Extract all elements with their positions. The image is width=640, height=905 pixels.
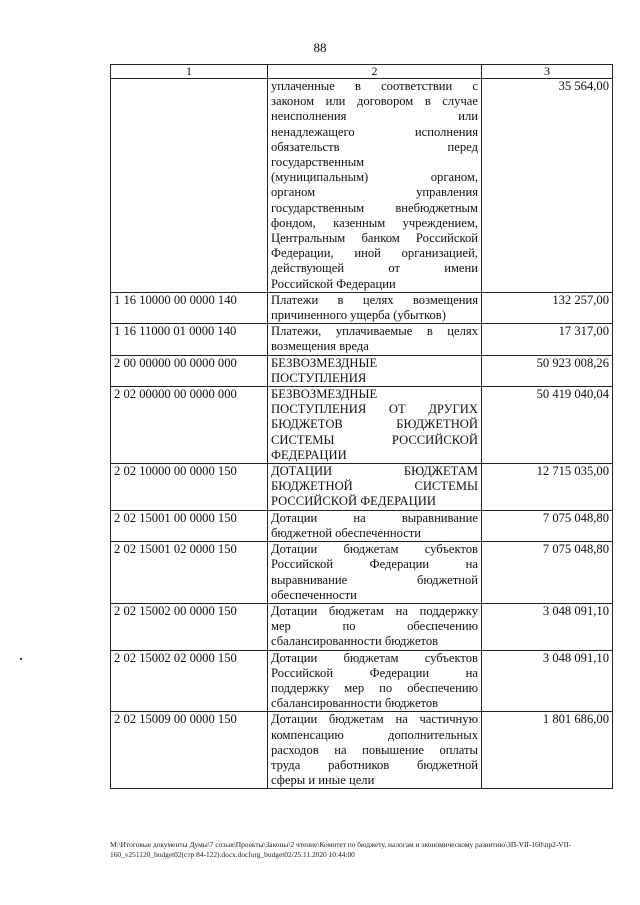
description-cell — [268, 79, 482, 293]
table-body — [111, 79, 613, 789]
description-line: Российской Федерации на — [271, 665, 478, 680]
column-header: 1 — [111, 65, 268, 79]
description-line: Российской Федерации на — [271, 557, 478, 572]
amount-cell: 35 564,00 — [482, 79, 613, 293]
file-path-line: 160_v251120_budget02(стр 84-122).docx.docforg_budget02/25.11.2020 10:44:00 — [110, 849, 355, 859]
table-header-row — [111, 65, 613, 79]
description-line: Дотации бюджетам субъектов — [271, 542, 478, 557]
budget-code-cell: 2 02 15009 00 0000 150 — [111, 712, 268, 789]
table-row — [111, 650, 613, 712]
description-line: труда работников бюджетной — [271, 757, 478, 772]
description-line: Федерации, иной организацией, — [271, 246, 478, 261]
amount-cell: 1 801 686,00 — [482, 712, 613, 789]
amount-cell: 7 075 048,80 — [482, 542, 613, 604]
description-cell — [268, 712, 482, 789]
margin-mark — [20, 658, 22, 660]
description-line: Дотации бюджетам субъектов — [271, 650, 478, 665]
description-line: БЮДЖЕТНОЙ СИСТЕМЫ — [271, 479, 478, 494]
description-line: (муниципальным) органом, — [271, 170, 478, 185]
description-line: Центральным банком Российской — [271, 231, 478, 246]
description-line: ненадлежащего исполнения — [271, 124, 478, 139]
amount-cell: 50 923 008,26 — [482, 355, 613, 386]
table-row — [111, 355, 613, 386]
budget-code-cell: 1 16 11000 01 0000 140 — [111, 324, 268, 355]
budget-code-cell: 2 02 15002 00 0000 150 — [111, 603, 268, 650]
description-cell — [268, 324, 482, 355]
description-line: Платежи в целях возмещения — [271, 292, 478, 307]
table-row — [111, 387, 613, 464]
description-cell — [268, 387, 482, 464]
file-path-footer — [110, 840, 615, 859]
amount-cell: 3 048 091,10 — [482, 650, 613, 712]
budget-table — [110, 64, 613, 789]
description-line: Дотации бюджетам на частичную — [271, 712, 478, 727]
description-cell — [268, 355, 482, 386]
description-line: СИСТЕМЫ РОССИЙСКОЙ — [271, 432, 478, 447]
table-row — [111, 292, 613, 323]
table-row — [111, 324, 613, 355]
description-line: ДОТАЦИИ БЮДЖЕТАМ — [271, 464, 478, 479]
description-cell — [268, 650, 482, 712]
budget-code-cell: 2 02 15001 02 0000 150 — [111, 542, 268, 604]
description-line: БЕЗВОЗМЕЗДНЫЕ — [271, 387, 378, 402]
description-line: возмещения вреда — [271, 339, 369, 354]
description-line: выравнивание бюджетной — [271, 572, 478, 587]
description-line: расходов на повышение оплаты — [271, 742, 478, 757]
description-line: обязательств перед — [271, 139, 478, 154]
amount-cell: 17 317,00 — [482, 324, 613, 355]
budget-code-cell — [111, 79, 268, 293]
description-cell — [268, 292, 482, 323]
description-line: Дотации на выравнивание — [271, 510, 478, 525]
description-line: сбалансированности бюджетов — [271, 634, 439, 649]
table-row — [111, 603, 613, 650]
description-line: мер по обеспечению — [271, 619, 478, 634]
description-line: неисполнения или — [271, 109, 478, 124]
amount-cell: 7 075 048,80 — [482, 510, 613, 541]
description-cell — [268, 510, 482, 541]
file-path-line: M:\Итоговые документы Думы\7 созыв\Проекты\Законы\2 чтение\Комитет по бюджету, налогам и экономическому развитию\ЗП-VII-160\пр2-VII- — [110, 840, 572, 849]
amount-cell: 3 048 091,10 — [482, 603, 613, 650]
description-line: причиненного ущерба (убытков) — [271, 308, 446, 323]
description-cell — [268, 464, 482, 511]
description-line: поддержку мер по обеспечению — [271, 680, 478, 695]
amount-cell: 50 419 040,04 — [482, 387, 613, 464]
description-line: уплаченные в соответствии с — [271, 79, 478, 93]
description-line: ФЕДЕРАЦИИ — [271, 447, 347, 462]
description-line: государственным внебюджетным — [271, 200, 478, 215]
description-line: обеспеченности — [271, 587, 357, 602]
description-line: РОССИЙСКОЙ ФЕДЕРАЦИИ — [271, 494, 436, 509]
page-number: 88 — [313, 40, 327, 55]
table-row — [111, 79, 613, 293]
column-header: 3 — [482, 65, 613, 79]
description-line: Платежи, уплачиваемые в целях — [271, 324, 478, 339]
description-line: Дотации бюджетам на поддержку — [271, 603, 478, 618]
description-cell — [268, 542, 482, 604]
description-cell — [268, 603, 482, 650]
description-line: БЕЗВОЗМЕЗДНЫЕ — [271, 355, 378, 370]
table-row — [111, 712, 613, 789]
description-line: фондом, казенным учреждением, — [271, 215, 478, 230]
column-header: 2 — [268, 65, 482, 79]
description-line: государственным — [271, 155, 365, 170]
description-line: законом или договором в случае — [271, 94, 478, 109]
description-line: сферы и иные цели — [271, 773, 375, 788]
description-line: ПОСТУПЛЕНИЯ ОТ ДРУГИХ — [271, 402, 478, 417]
budget-code-cell: 2 02 10000 00 0000 150 — [111, 464, 268, 511]
description-line: Российской Федерации — [271, 276, 396, 291]
amount-cell: 132 257,00 — [482, 292, 613, 323]
table-row — [111, 464, 613, 511]
table-row — [111, 542, 613, 604]
budget-code-cell: 1 16 10000 00 0000 140 — [111, 292, 268, 323]
description-line: бюджетной обеспеченности — [271, 525, 422, 540]
amount-cell: 12 715 035,00 — [482, 464, 613, 511]
description-line: действующей от имени — [271, 261, 478, 276]
description-line: компенсацию дополнительных — [271, 727, 478, 742]
table-row — [111, 510, 613, 541]
description-line: органом управления — [271, 185, 478, 200]
budget-code-cell: 2 02 15001 00 0000 150 — [111, 510, 268, 541]
description-line: ПОСТУПЛЕНИЯ — [271, 370, 367, 385]
description-line: БЮДЖЕТОВ БЮДЖЕТНОЙ — [271, 417, 478, 432]
description-line: сбалансированности бюджетов — [271, 696, 439, 711]
budget-code-cell: 2 02 15002 02 0000 150 — [111, 650, 268, 712]
budget-code-cell: 2 02 00000 00 0000 000 — [111, 387, 268, 464]
budget-code-cell: 2 00 00000 00 0000 000 — [111, 355, 268, 386]
